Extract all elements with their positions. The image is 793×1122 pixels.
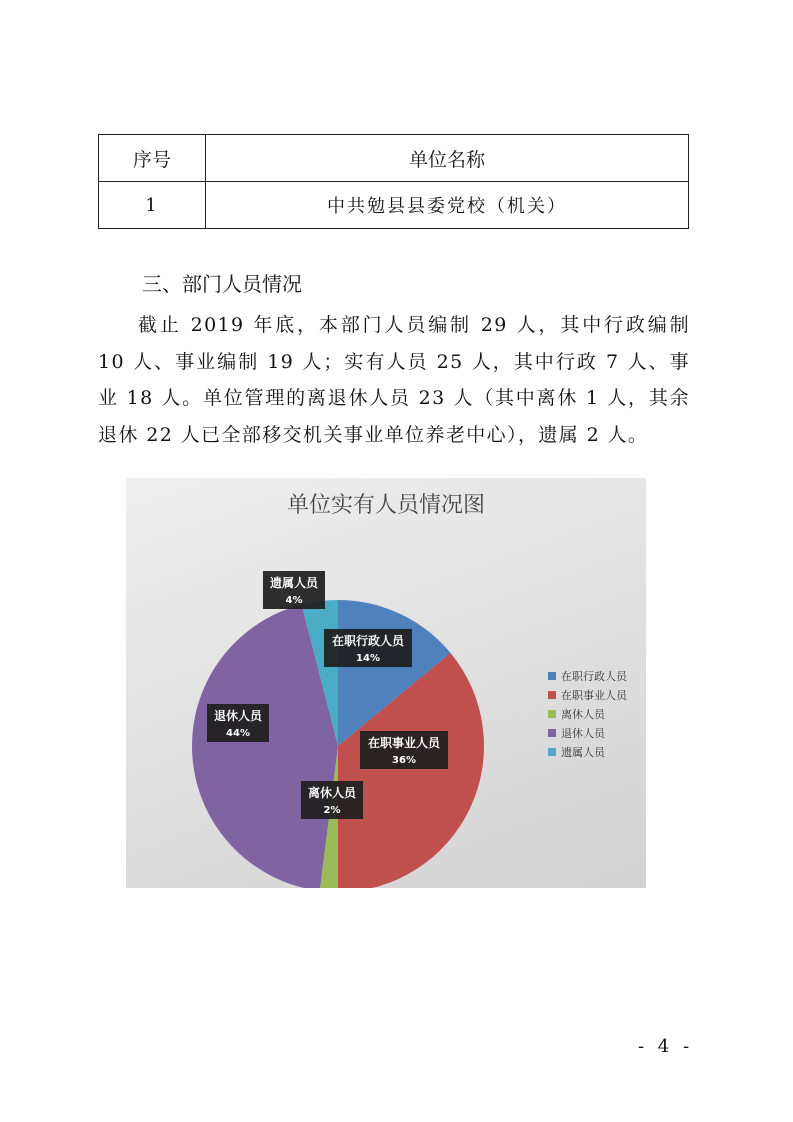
header-unit-name: 单位名称 [206, 135, 689, 182]
section-heading: 三、部门人员情况 [142, 272, 302, 296]
legend-swatch [548, 748, 556, 756]
legend-label: 离休人员 [561, 707, 605, 721]
legend-item-5 [548, 742, 627, 761]
legend-swatch [548, 729, 556, 737]
table-header-row [99, 135, 689, 182]
legend-swatch [548, 691, 556, 699]
legend-label: 在职行政人员 [561, 669, 627, 683]
legend-item-4 [548, 723, 627, 742]
page-number: - 4 - [638, 1036, 694, 1057]
data-label-value: 36% [392, 755, 416, 766]
cell-unit-name: 中共勉县县委党校（机关） [206, 182, 689, 229]
legend-swatch [548, 672, 556, 680]
legend-label: 遗属人员 [561, 745, 605, 759]
table-row [99, 182, 689, 229]
data-label-name: 退休人员 [213, 709, 263, 723]
staff-pie-chart [126, 478, 646, 888]
data-label-1 [324, 629, 412, 667]
legend-item-1 [548, 666, 627, 685]
data-label-3 [301, 781, 363, 819]
legend-label: 退休人员 [561, 726, 605, 740]
legend-item-3 [548, 704, 627, 723]
data-label-2 [360, 731, 448, 769]
header-seq: 序号 [99, 135, 206, 182]
legend-item-2 [548, 685, 627, 704]
unit-table [98, 134, 689, 229]
data-label-name: 在职事业人员 [367, 736, 441, 750]
data-label-name: 遗属人员 [269, 576, 319, 590]
data-label-value: 14% [356, 653, 380, 664]
data-label-value: 2% [323, 805, 341, 816]
chart-title: 单位实有人员情况图 [286, 493, 485, 518]
chart-legend [548, 666, 627, 761]
legend-label: 在职事业人员 [561, 688, 627, 702]
staff-paragraph: 截止 2019 年底，本部门人员编制 29 人，其中行政编制 10 人、事业编制 19 人；实有人员 25 人，其中行政 7 人、事业 18 人。单位管理的离退休人员 23 人（其中离休 1 人，其余退休 22 人已全部移交机关事业单位养老中心），遗属 2 人。 [98, 314, 690, 446]
legend-swatch [548, 710, 556, 718]
data-label-4 [207, 704, 269, 742]
data-label-5 [263, 571, 325, 609]
data-label-name: 在职行政人员 [331, 634, 405, 648]
data-label-value: 44% [226, 728, 250, 739]
data-label-value: 4% [285, 595, 303, 606]
cell-seq: 1 [99, 182, 206, 229]
data-label-name: 离休人员 [307, 786, 357, 800]
